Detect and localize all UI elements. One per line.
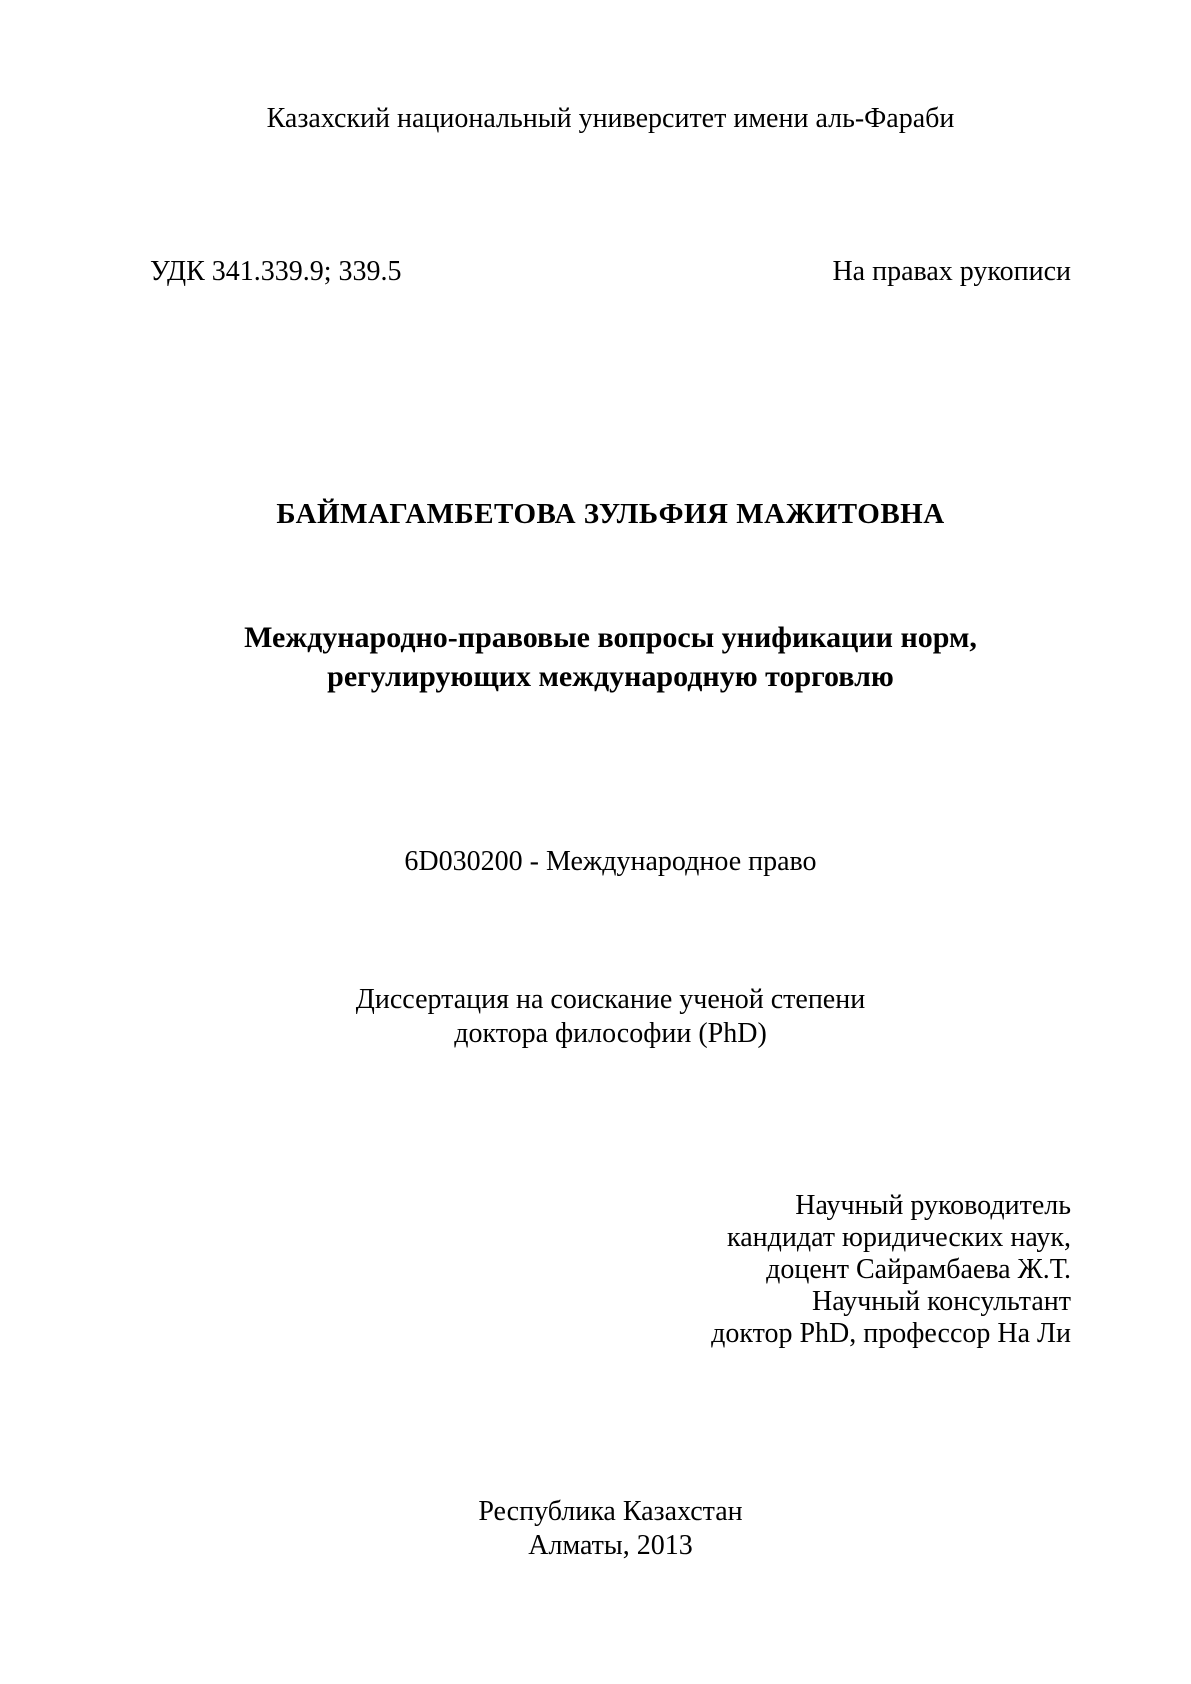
page-content bbox=[150, 0, 1071, 1684]
udk-code: УДК 341.339.9; 339.5 bbox=[150, 256, 402, 287]
university-name: Казахский национальный университет имени аль-Фараби bbox=[266, 103, 955, 134]
specialty-code: 6D030200 - Международное право bbox=[404, 846, 817, 877]
supervisor-role-label: Научный руководитель bbox=[795, 1190, 1071, 1221]
title-line-2: регулирующих международную торговлю bbox=[327, 660, 894, 693]
title-line-1: Международно-правовые вопросы унификации норм, bbox=[244, 621, 977, 654]
supervisor-name: доцент Сайрамбаева Ж.Т. bbox=[766, 1254, 1071, 1285]
footer-block bbox=[150, 1495, 1071, 1563]
consultant-name: доктор PhD, профессор На Ли bbox=[711, 1318, 1071, 1349]
country-line: Республика Казахстан bbox=[478, 1496, 743, 1527]
supervisor-degree: кандидат юридических наук, bbox=[727, 1222, 1071, 1253]
dissertation-degree-note bbox=[150, 983, 1071, 1051]
supervisors-block bbox=[150, 1190, 1071, 1350]
udk-row bbox=[150, 255, 1071, 289]
author-name: БАЙМАГАМБЕТОВА ЗУЛЬФИЯ МАЖИТОВНА bbox=[276, 498, 945, 530]
dissertation-title bbox=[150, 618, 1071, 696]
degree-line-2: доктора философии (PhD) bbox=[454, 1018, 767, 1049]
degree-line-1: Диссертация на соискание ученой степени bbox=[355, 984, 866, 1015]
city-year-line: Алматы, 2013 bbox=[528, 1530, 693, 1561]
consultant-role-label: Научный консультант bbox=[812, 1286, 1071, 1317]
manuscript-rights-note: На правах рукописи bbox=[832, 256, 1071, 287]
